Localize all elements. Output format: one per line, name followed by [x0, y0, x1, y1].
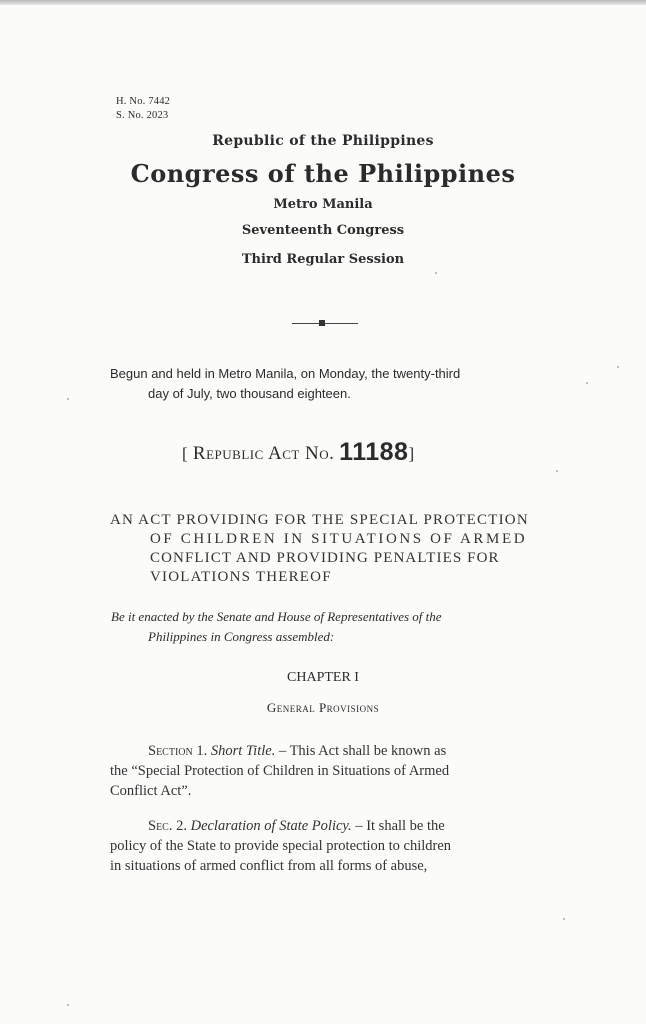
congress-number-heading: Seventeenth Congress: [241, 223, 405, 238]
session-heading: Third Regular Session: [241, 252, 405, 267]
open-bracket: [: [182, 444, 189, 463]
close-bracket: ]: [408, 444, 415, 463]
enacting-clause-line-1: Be it enacted by the Senate and House of Representatives of the: [111, 609, 442, 624]
begun-line-1: Begun and held in Metro Manila, on Monday, the twenty-third: [110, 366, 461, 381]
section-2-text: – It shall be the: [351, 818, 445, 834]
section-1-text: – This Act shall be known as: [275, 743, 447, 759]
scan-edge: [0, 0, 646, 5]
senate-bill-number: S. No. 2023: [116, 110, 169, 121]
section-2-heading: Declaration of State Policy.: [190, 818, 352, 834]
divider-mark: [319, 320, 325, 326]
scan-speck: [563, 918, 565, 920]
enacting-clause-line-2: Philippines in Congress assembled:: [148, 629, 335, 644]
scan-speck: [67, 1004, 69, 1006]
scan-speck: [586, 382, 588, 384]
chapter-name: General Provisions: [266, 700, 380, 715]
title-line-2: OF CHILDREN IN SITUATIONS OF ARMED: [150, 531, 528, 547]
section-1-line-1: [148, 743, 446, 760]
chapter-number: CHAPTER I: [287, 670, 359, 685]
title-line-1: AN ACT PROVIDING FOR THE SPECIAL PROTECTION: [110, 512, 529, 528]
begun-line-2: day of July, two thousand eighteen.: [148, 386, 351, 401]
republic-heading: Republic of the Philippines: [212, 133, 434, 149]
act-number: 11188: [339, 438, 409, 466]
title-line-4: VIOLATIONS THEREOF: [150, 569, 332, 585]
scan-speck: [556, 470, 558, 472]
scan-speck: [67, 398, 69, 400]
ornament-divider: [292, 323, 358, 324]
section-2-label: Sec. 2.: [148, 818, 187, 834]
republic-act-number: [182, 438, 415, 467]
congress-heading: Congress of the Philippines: [130, 159, 516, 188]
section-1-heading: Short Title.: [210, 743, 276, 759]
section-1-label: Section 1.: [148, 743, 208, 759]
section-1-line-2: the “Special Protection of Children in Situations of Armed: [110, 763, 450, 779]
act-prefix: Republic Act No.: [192, 443, 335, 464]
house-bill-number: H. No. 7442: [116, 96, 171, 107]
city-heading: Metro Manila: [273, 197, 373, 212]
section-2-line-1: [148, 818, 445, 835]
scan-speck: [435, 272, 437, 274]
section-2-line-2: policy of the State to provide special protection to children: [110, 838, 452, 854]
section-1-line-3: Conflict Act”.: [110, 783, 192, 799]
title-line-3: CONFLICT AND PROVIDING PENALTIES FOR: [150, 550, 500, 566]
section-2-line-3: in situations of armed conflict from all forms of abuse,: [110, 858, 428, 874]
scan-speck: [617, 366, 619, 368]
